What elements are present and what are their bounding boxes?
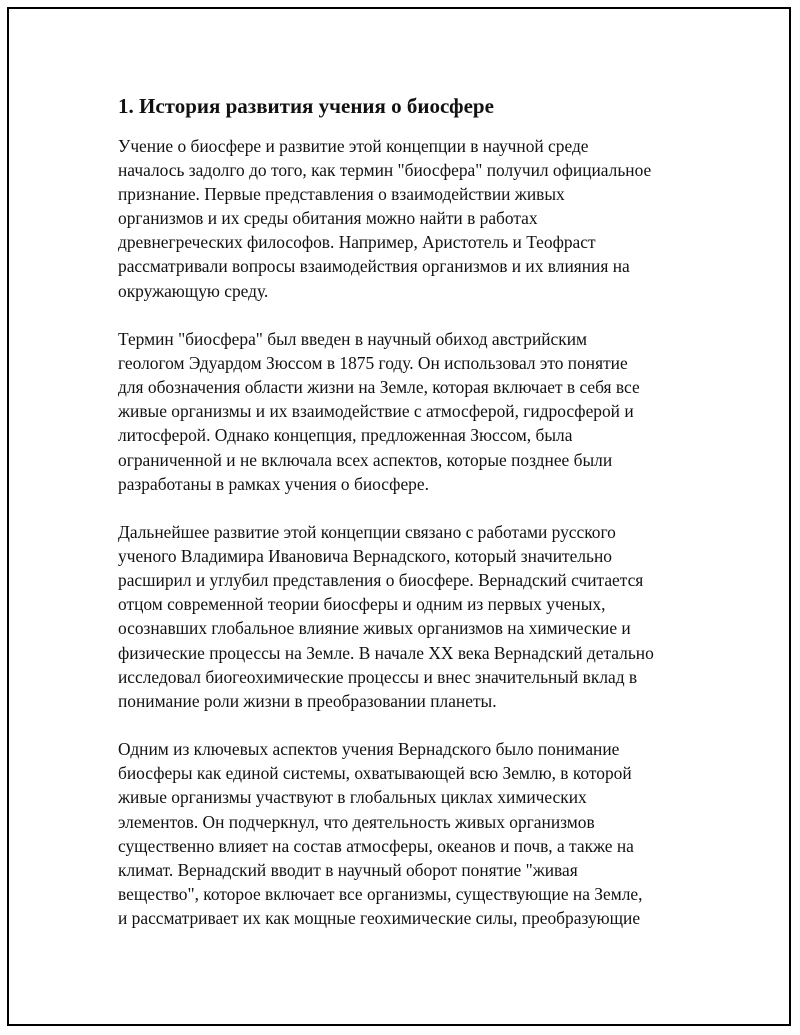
text-line: Учение о биосфере и развитие этой концепции в научной среде xyxy=(118,136,589,156)
text-line: Одним из ключевых аспектов учения Вернадского было понимание xyxy=(118,739,620,760)
text-line: отцом современной теории биосферы и одним из первых ученых, xyxy=(118,594,606,615)
text-line: литосферой. Однако концепция, предложенная Зюссом, была xyxy=(118,425,573,446)
text-line: понимание роли жизни в преобразовании планеты. xyxy=(118,690,497,711)
text-line: расширил и углубил представления о биосфере. Вернадский считается xyxy=(118,570,644,591)
paragraph-4 xyxy=(118,737,718,930)
text-line: живые организмы и их взаимодействие с атмосферой, гидросферой и xyxy=(118,401,634,422)
paragraph-3 xyxy=(118,520,718,713)
text-line: Термин "биосфера" был введен в научный обиход австрийским xyxy=(118,329,588,350)
text-line: исследовал биогеохимические процессы и внес значительный вклад в xyxy=(118,666,638,687)
text-line: существенно влияет на состав атмосферы, океанов и почв, а также на xyxy=(118,835,634,856)
text-line: и рассматривает их как мощные геохимические силы, преобразующие xyxy=(118,907,641,928)
text-line: элементов. Он подчеркнул, что деятельность живых организмов xyxy=(118,811,595,832)
text-line: геологом Эдуардом Зюссом в 1875 году. Он использовал это понятие xyxy=(118,353,628,374)
text-line: разработаны в рамках учения о биосфере. xyxy=(118,473,429,494)
text-line: биосферы как единой системы, охватывающей всю Землю, в которой xyxy=(118,763,632,784)
text-line: осознавших глобальное влияние живых организмов на химические и xyxy=(118,618,631,639)
text-line: для обозначения области жизни на Земле, которая включает в себя все xyxy=(118,377,640,398)
text-line: древнегреческих философов. Например, Аристотель и Теофраст xyxy=(118,232,596,253)
text-line: Дальнейшее развитие этой концепции связано с работами русского xyxy=(118,522,616,543)
text-line: климат. Вернадский вводит в научный оборот понятие "живая xyxy=(118,859,578,880)
text-line: рассматривали вопросы взаимодействия организмов и их влияния на xyxy=(118,256,630,277)
text-line: началось задолго до того, как термин "биосфера" получил официальное xyxy=(118,160,652,181)
paragraph-1 xyxy=(118,134,718,303)
text-line: ученого Владимира Ивановича Вернадского, который значительно xyxy=(118,546,612,567)
text-line: окружающую среду. xyxy=(118,280,269,301)
text-line: организмов и их среды обитания можно найти в работах xyxy=(118,208,538,229)
text-line: живые организмы участвуют в глобальных циклах химических xyxy=(118,787,587,808)
text-line: ограниченной и не включала всех аспектов, которые позднее были xyxy=(118,449,613,470)
section-heading: 1. История развития учения о биосфере xyxy=(118,94,494,118)
document-body xyxy=(118,92,718,954)
text-line: физические процессы на Земле. В начале XX века Вернадский детально xyxy=(118,642,654,663)
paragraph-2 xyxy=(118,327,718,496)
text-line: признание. Первые представления о взаимодействии живых xyxy=(118,184,565,205)
text-line: вещество", которое включает все организмы, существующие на Земле, xyxy=(118,883,643,904)
